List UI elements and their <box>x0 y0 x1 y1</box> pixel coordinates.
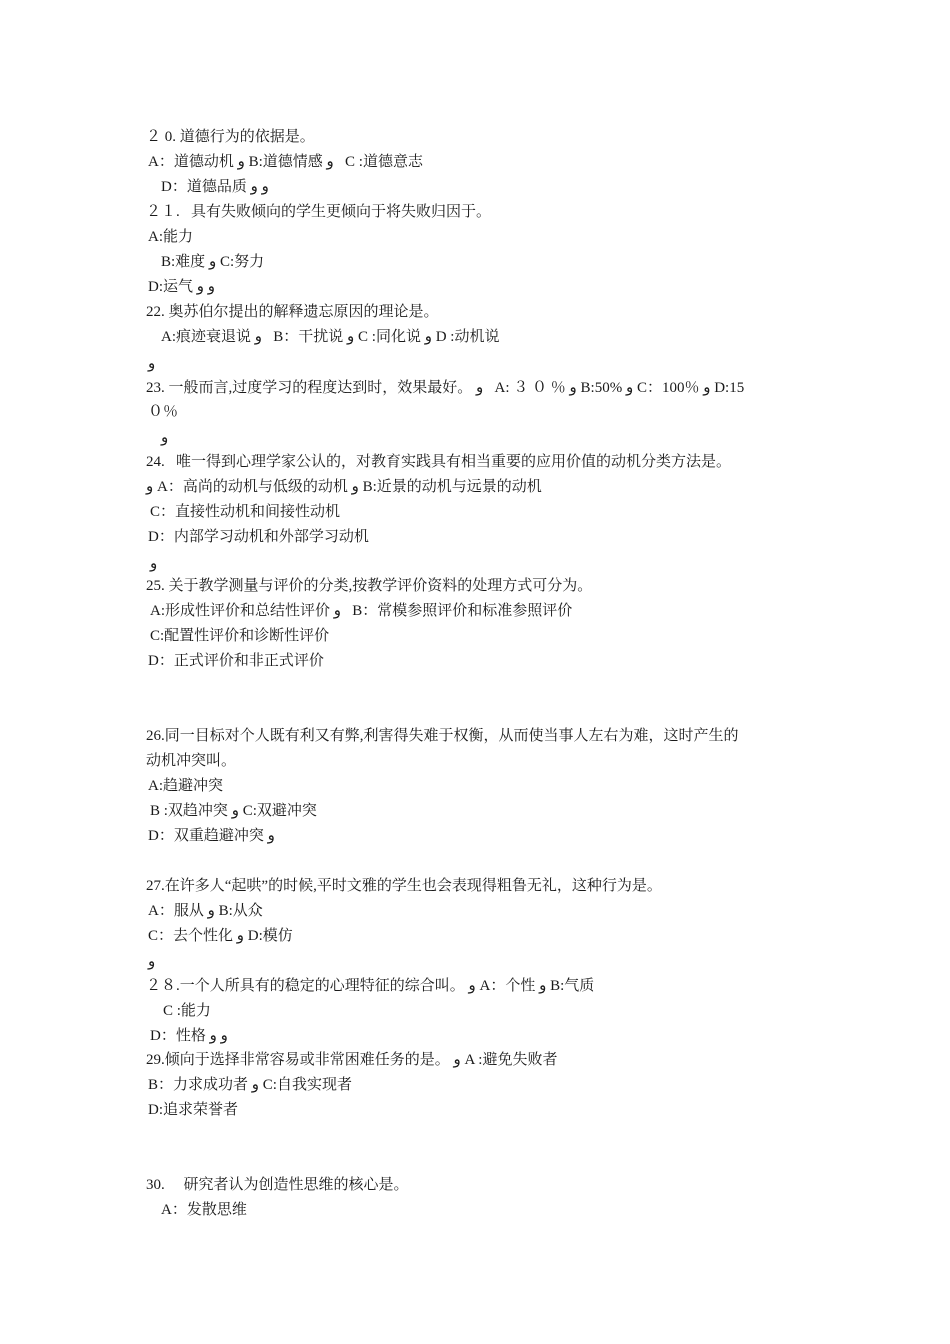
question-25-option-c: C:配置性评价和诊断性评价 <box>150 628 330 644</box>
question-20-stem: ２ 0. 道德行为的依据是。 <box>146 129 315 145</box>
question-24-options-a-b: و A：高尚的动机与低级的动机 و B:近景的动机与远景的动机 <box>146 479 542 495</box>
question-22-options: A:痕迹衰退说 و B：干扰说 و C :同化说 و D :动机说 <box>161 329 500 345</box>
question-27-options-c-d: C：去个性化 و D:模仿 <box>148 928 293 944</box>
question-28-option-d: D：性格 و و <box>150 1028 228 1044</box>
question-25-options-a-b: A:形成性评价和总结性评价 و B：常模参照评价和标准参照评价 <box>150 603 573 619</box>
question-26-stem-continuation: 动机冲突叫。 <box>146 753 237 769</box>
question-26-option-a: A:趋避冲突 <box>148 778 224 794</box>
question-20-options-a-c: A：道德动机 و B:道德情感 و C :道德意志 <box>148 154 423 170</box>
question-29-stem: 29.倾向于选择非常容易或非常困难任务的是。 و A :避免失败者 <box>146 1052 558 1068</box>
question-26-stem: 26.同一目标对个人既有利又有弊,利害得失难于权衡，从而使当事人左右为难，这时产生的 <box>146 728 739 744</box>
question-24-option-d: D：内部学习动机和外部学习动机 <box>148 529 369 545</box>
question-24-option-c: C：直接性动机和间接性动机 <box>150 504 341 520</box>
question-24-stem: 24. 唯一得到心理学家公认的，对教育实践具有相当重要的应用价值的动机分类方法是。 <box>146 454 732 470</box>
question-21-options-b-c: B:难度 و C:努力 <box>161 254 265 270</box>
question-28-stem: ２８.一个人所具有的稳定的心理特征的综合叫。 و A：个性 و B:气质 <box>146 978 595 994</box>
question-29-options-b-c: B：力求成功者 و C:自我实现者 <box>148 1077 352 1093</box>
question-30-stem: 30. 研究者认为创造性思维的核心是。 <box>146 1177 409 1193</box>
question-30-option-a: A：发散思维 <box>161 1202 247 1218</box>
question-22-separator: و <box>148 356 156 372</box>
question-26-options-b-c: B :双趋冲突 و C:双避冲突 <box>150 803 317 819</box>
question-21-option-a: A:能力 <box>148 229 194 245</box>
question-23-continuation: ０％ <box>148 404 179 420</box>
question-29-option-d: D:追求荣誉者 <box>148 1102 239 1118</box>
question-25-stem: 25. 关于教学测量与评价的分类,按教学评价资料的处理方式可分为。 <box>146 578 593 594</box>
question-23-stem: 23. 一般而言,过度学习的程度达到时，效果最好。 و A: ３ ０ ％ و B:50% و C：100％ و D:15 <box>146 380 745 396</box>
question-21-option-d: D:运气 و و <box>148 279 216 295</box>
question-28-option-c: C :能力 <box>163 1003 211 1019</box>
question-20-option-d: D：道德品质 و و <box>161 179 269 195</box>
question-22-stem: 22. 奥苏伯尔提出的解释遗忘原因的理论是。 <box>146 304 439 320</box>
question-27-separator: و <box>148 954 156 970</box>
question-24-separator: و <box>150 556 158 572</box>
question-26-option-d: D：双重趋避冲突 و <box>148 828 275 844</box>
question-27-stem: 27.在许多人“起哄”的时候,平时文雅的学生也会表现得粗鲁无礼，这种行为是。 <box>146 878 662 894</box>
question-21-stem: ２１. 具有失败倾向的学生更倾向于将失败归因于。 <box>146 204 492 220</box>
question-27-options-a-b: A：服从 و B:从众 <box>148 903 263 919</box>
question-23-separator: و <box>161 430 169 446</box>
question-25-option-d: D：正式评价和非正式评价 <box>148 653 324 669</box>
